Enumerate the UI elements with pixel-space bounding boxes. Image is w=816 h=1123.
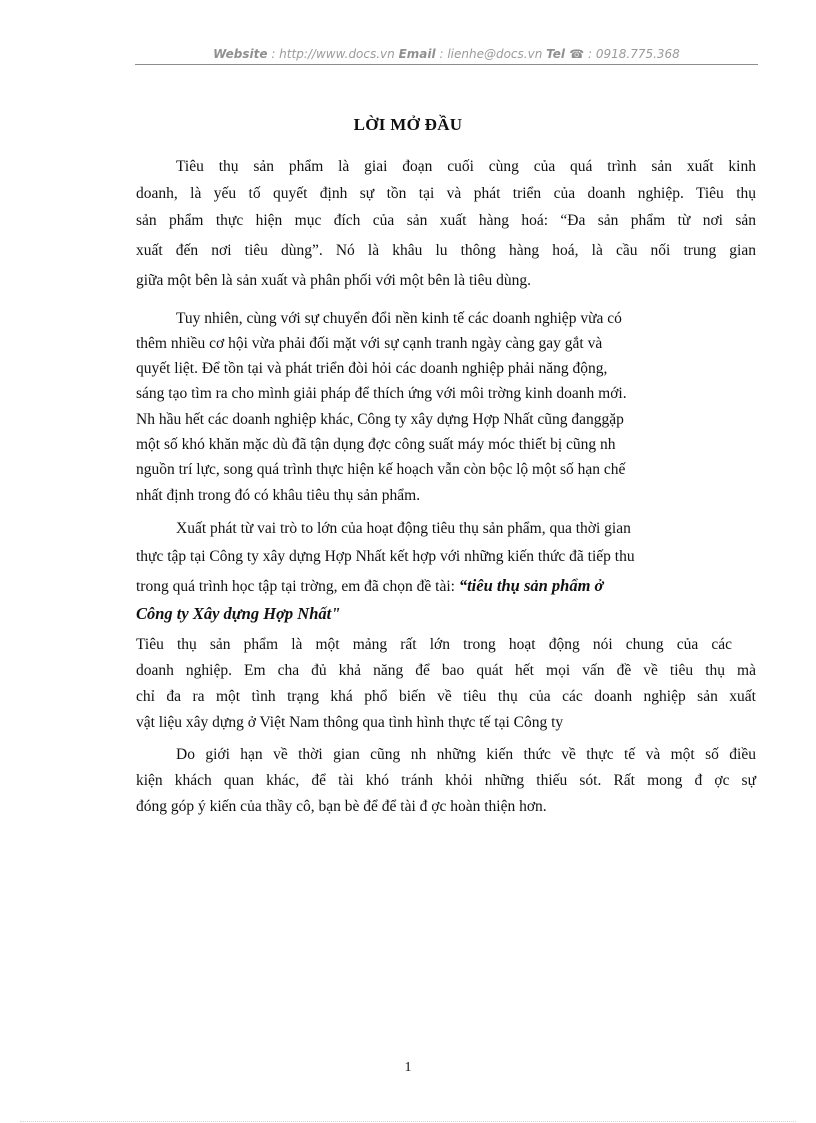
text-line: Tuy nhiên, cùng với sự chuyển đổi nền kinh tế các doanh nghiệp vừa có — [176, 310, 622, 327]
text-line: doanh nghiệp. Em cha đủ khả năng để bao quát hết mọi vấn đề về tiêu thụ mà — [136, 662, 756, 679]
text-line: nguồn trí lực, song quá trình thực hiện kế hoạch vẫn còn bộc lộ một số hạn chế — [136, 461, 626, 478]
text-line: đóng góp ý kiến của thầy cô, bạn bè để để tài đ ợc hoàn thiện hơn. — [136, 798, 547, 815]
text-line: Xuất phát từ vai trò to lớn của hoạt động tiêu thụ sản phẩm, qua thời gian — [176, 520, 631, 537]
tel-label: Tel ☎ — [546, 47, 585, 61]
text-line: xuất đến nơi tiêu dùng”. Nó là khâu lu thông hàng hoá, là cầu nối trung gian — [136, 242, 756, 259]
text-line — [136, 576, 756, 596]
text-line: quyết liệt. Để tồn tại và phát triển đòi hỏi các doanh nghiệp phải năng động, — [136, 360, 608, 377]
text-line: thực tập tại Công ty xây dựng Hợp Nhất kết hợp với những kiến thức đã tiếp thu — [136, 548, 635, 565]
text-line: một số khó khăn mặc dù đã tận dụng đợc công suất máy móc thiết bị cũng nh — [136, 436, 616, 453]
page-title: LỜI MỞ ĐẦU — [353, 115, 463, 134]
text-line: thêm nhiều cơ hội vừa phải đối mặt với sự cạnh tranh ngày càng gay gắt và — [136, 335, 603, 352]
page-header — [135, 47, 758, 65]
topic-title-part1: “tiêu thụ sản phẩm ở — [458, 576, 604, 595]
text-line: kiện khách quan khác, để tài khó tránh khỏi những thiếu sót. Rất mong đ ợc sự — [136, 772, 756, 789]
page-number: 1 — [404, 1060, 412, 1075]
text-line: sáng tạo tìm ra cho mình giải pháp để thích ứng với môi trờng kinh doanh mới. — [136, 385, 627, 402]
text-span: trong quá trình học tập tại trờng, em đã chọn đề tài: — [136, 578, 455, 595]
text-line: nhất định trong đó có khâu tiêu thụ sản phẩm. — [136, 487, 421, 504]
text-line: chỉ đa ra một tình trạng khá phổ biến về tiêu thụ của các doanh nghiệp sản xuất — [136, 688, 756, 705]
tel-value: : 0918.775.368 — [587, 47, 680, 61]
text-line: sản phẩm thực hiện mục đích của sản xuất hàng hoá: “Đa sản phẩm từ nơi sản — [136, 212, 756, 229]
text-line: doanh, là yếu tố quyết định sự tồn tại và phát triển của doanh nghiệp. Tiêu thụ — [136, 185, 756, 202]
text-line: giữa một bên là sản xuất và phân phối với một bên là tiêu dùng. — [136, 272, 531, 289]
text-line: Nh hầu hết các doanh nghiệp khác, Công ty xây dựng Hợp Nhất cũng đanggặp — [136, 411, 624, 428]
text-line: vật liệu xây dựng ở Việt Nam thông qua tình hình thực tế tại Công ty — [136, 714, 564, 731]
email-label: Email — [398, 47, 436, 61]
topic-title-part2: Công ty Xây dựng Hợp Nhất" — [136, 604, 341, 623]
footer-divider — [20, 1121, 796, 1122]
email-value: : lienhe@docs.vn — [439, 47, 543, 61]
website-label: Website — [213, 47, 268, 61]
text-line: Tiêu thụ sản phẩm là một mảng rất lớn trong hoạt động nói chung của các — [136, 636, 732, 653]
text-line: Tiêu thụ sản phẩm là giai đoạn cuối cùng của quá trình sản xuất kinh — [176, 158, 756, 175]
website-value: : http://www.docs.vn — [271, 47, 395, 61]
text-line — [136, 604, 756, 624]
text-line: Do giới hạn về thời gian cũng nh những kiến thức về thực tế và một số điều — [176, 746, 756, 763]
